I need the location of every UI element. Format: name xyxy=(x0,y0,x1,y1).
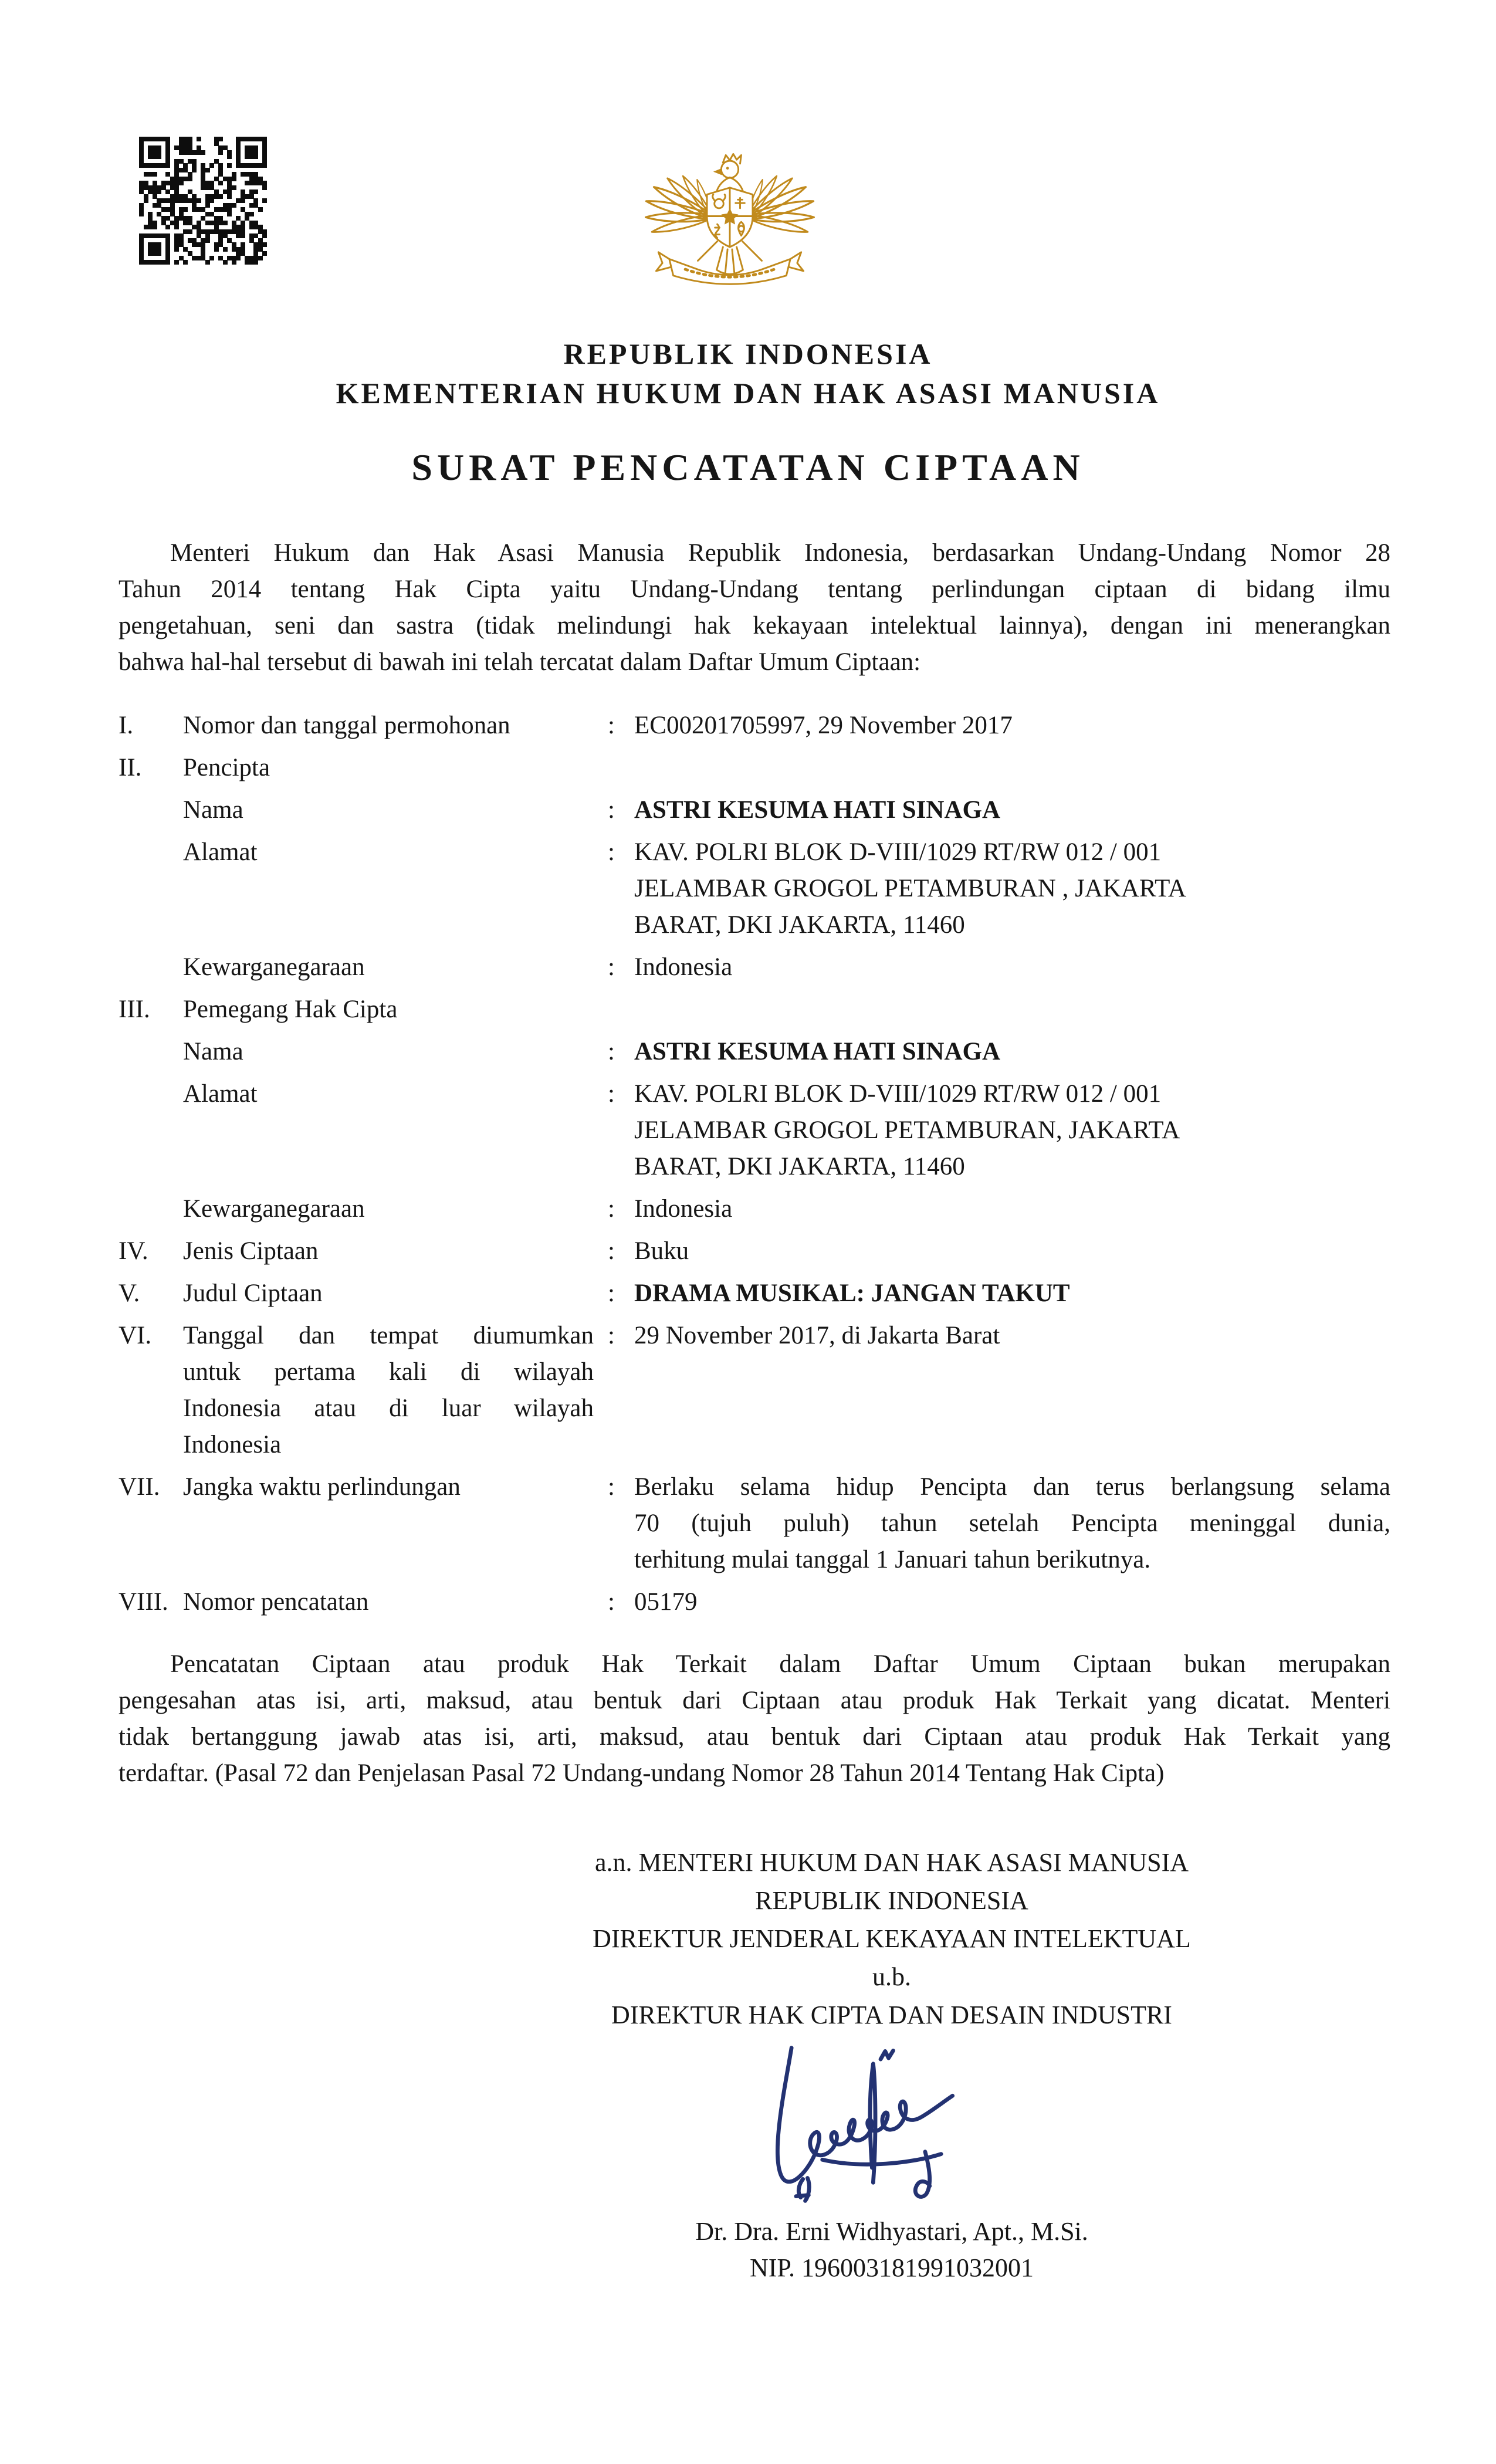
sig-line-on-behalf: a.n. MENTERI HUKUM DAN HAK ASASI MANUSIA xyxy=(595,1848,1189,1877)
item-label: Nama xyxy=(183,1038,243,1065)
field-pencipta-kewarganegaraan xyxy=(119,949,1390,986)
item-value: ASTRI KESUMA HATI SINAGA xyxy=(634,796,1001,824)
item-colon: : xyxy=(608,712,615,739)
intro-paragraph: Menteri Hukum dan Hak Asasi Manusia Republik Indonesia, berdasarkan Undang-Undang Nomor 28 Tahun 2014 tentang Hak Cipta yaitu Undang-Undang tentang perlindungan ciptaan di bidang ilmu pengetahuan, seni dan sastra (tidak melindungi hak kekayaan intelektual lainnya), dengan ini menerangkan bahwa hal-hal tersebut di bawah ini telah tercatat dalam Daftar Umum Ciptaan: xyxy=(119,539,1390,676)
sig-line-ub: u.b. xyxy=(872,1962,911,1991)
item-label: Alamat xyxy=(183,1080,258,1108)
item-numeral: VI. xyxy=(119,1322,152,1349)
item-label: Nama xyxy=(183,796,243,824)
item-label: Judul Ciptaan xyxy=(183,1280,323,1307)
item-colon: : xyxy=(608,1280,615,1307)
item-value: 29 November 2017, di Jakarta Barat xyxy=(634,1322,1000,1349)
item-value: DRAMA MUSIKAL: JANGAN TAKUT xyxy=(634,1280,1070,1307)
item-label: Nomor pencatatan xyxy=(183,1588,369,1616)
item-numeral: II. xyxy=(119,754,142,781)
garuda-pancasila-emblem xyxy=(644,119,815,293)
item-colon: : xyxy=(608,1588,615,1616)
item-numeral: III. xyxy=(119,996,150,1023)
item-value: Indonesia xyxy=(634,953,733,981)
item-colon: : xyxy=(608,1038,615,1065)
item-colon: : xyxy=(608,1322,615,1349)
item-value: Indonesia xyxy=(634,1195,733,1223)
item-colon: : xyxy=(608,838,615,866)
row-i-nomor-dan-tanggal-permohonan xyxy=(119,708,1390,744)
item-numeral: V. xyxy=(119,1280,140,1307)
item-value: KAV. POLRI BLOK D-VIII/1029 RT/RW 012 / 001 JELAMBAR GROGOL PETAMBURAN , JAKARTA BARAT, DKI JAKARTA, 11460 xyxy=(634,838,1186,939)
row-ii-pencipta xyxy=(119,750,1390,786)
item-value: EC00201705997, 29 November 2017 xyxy=(634,712,1013,739)
item-label: Tanggal dan tempat diumumkan untuk pertama kali di wilayah Indonesia atau di luar wilayah Indonesia xyxy=(183,1322,594,1458)
signer-name: Dr. Dra. Erni Widhyastari, Apt., M.Si. xyxy=(695,2217,1088,2246)
items-list xyxy=(119,708,1390,1626)
handwritten-signature xyxy=(733,2039,986,2210)
item-colon: : xyxy=(608,796,615,824)
field-pemegang-alamat xyxy=(119,1076,1390,1185)
row-vi-tanggal-dan-tempat-diumumkan xyxy=(119,1318,1390,1463)
country-header: REPUBLIK INDONESIA xyxy=(563,337,933,370)
item-numeral: I. xyxy=(119,712,134,739)
sig-line-director: DIREKTUR HAK CIPTA DAN DESAIN INDUSTRI xyxy=(611,2001,1172,2029)
item-label: Nomor dan tanggal permohonan xyxy=(183,712,510,739)
item-value: 05179 xyxy=(634,1588,698,1616)
signature-block xyxy=(481,1843,1302,2286)
document-title: SURAT PENCATATAN CIPTAAN xyxy=(411,446,1085,488)
item-label: Jenis Ciptaan xyxy=(183,1237,319,1265)
sig-line-directorate-general: DIREKTUR JENDERAL KEKAYAAN INTELEKTUAL xyxy=(593,1924,1191,1953)
letterhead xyxy=(0,334,1496,413)
item-label: Jangka waktu perlindungan xyxy=(183,1473,461,1501)
item-numeral: IV. xyxy=(119,1237,148,1265)
row-viii-nomor-pencatatan xyxy=(119,1584,1390,1620)
row-v-judul-ciptaan xyxy=(119,1275,1390,1312)
item-label: Pemegang Hak Cipta xyxy=(183,996,398,1023)
signer-nip: NIP. 196003181991032001 xyxy=(749,2253,1034,2282)
item-colon: : xyxy=(608,1080,615,1108)
ministry-header: KEMENTERIAN HUKUM DAN HAK ASASI MANUSIA xyxy=(336,377,1160,409)
item-colon: : xyxy=(608,1195,615,1223)
item-value: KAV. POLRI BLOK D-VIII/1029 RT/RW 012 / 001 JELAMBAR GROGOL PETAMBURAN, JAKARTA BARAT, DKI JAKARTA, 11460 xyxy=(634,1080,1180,1180)
field-pemegang-kewarganegaraan xyxy=(119,1191,1390,1227)
item-numeral: VIII. xyxy=(119,1588,168,1616)
field-pemegang-nama xyxy=(119,1034,1390,1070)
closing-paragraph: Pencatatan Ciptaan atau produk Hak Terkait dalam Daftar Umum Ciptaan bukan merupakan pengesahan atas isi, arti, maksud, atau bentuk dari Ciptaan atau produk Hak Terkait yang dicatat. Menteri tidak bertanggung jawab atas isi, arti, maksud, atau bentuk dari Ciptaan atau produk Hak Terkait yang terdaftar. (Pasal 72 dan Penjelasan Pasal 72 Undang-undang Nomor 28 Tahun 2014 Tentang Hak Cipta) xyxy=(119,1650,1390,1787)
item-label: Kewarganegaraan xyxy=(183,1195,365,1223)
item-numeral: VII. xyxy=(119,1473,160,1501)
item-colon: : xyxy=(608,1473,615,1501)
item-label: Alamat xyxy=(183,838,258,866)
item-label: Kewarganegaraan xyxy=(183,953,365,981)
qr-code xyxy=(139,137,267,265)
item-value: ASTRI KESUMA HATI SINAGA xyxy=(634,1038,1001,1065)
item-colon: : xyxy=(608,953,615,981)
row-iv-jenis-ciptaan xyxy=(119,1233,1390,1270)
item-value: Berlaku selama hidup Pencipta dan terus berlangsung selama 70 (tujuh puluh) tahun setelah Pencipta meninggal dunia, terhitung mulai tanggal 1 Januari tahun berikutnya. xyxy=(634,1473,1390,1573)
field-pencipta-nama xyxy=(119,792,1390,828)
field-pencipta-alamat xyxy=(119,834,1390,943)
item-colon: : xyxy=(608,1237,615,1265)
row-iii-pemegang-hak-cipta xyxy=(119,991,1390,1028)
row-vii-jangka-waktu-perlindungan xyxy=(119,1469,1390,1578)
item-value: Buku xyxy=(634,1237,689,1265)
sig-line-republic: REPUBLIK INDONESIA xyxy=(755,1886,1028,1915)
item-label: Pencipta xyxy=(183,754,270,781)
